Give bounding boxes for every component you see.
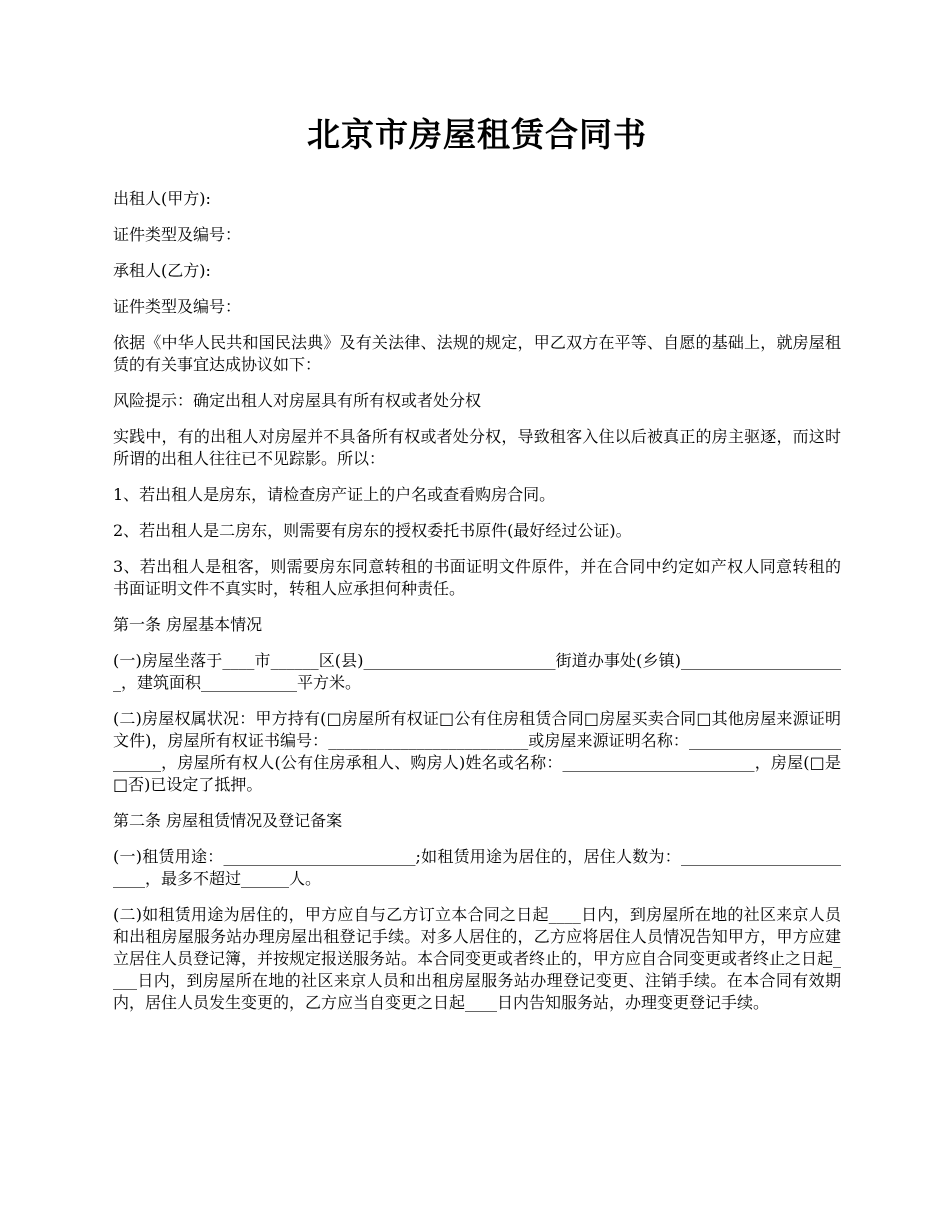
risk-item-2: 2、若出租人是二房东，则需要有房东的授权委托书原件(最好经过公证)。 [113,521,632,540]
article-2-registration-paragraph: (二)如租赁用途为居住的，甲方应自与乙方订立本合同之日起____日内，到房屋所在地的社区来京人员和出租房屋服务站办理房屋出租登记手续。对多人居住的，乙方应将居住人员情况告知甲方，甲方应建立居住人员登记簿，并按规定报送服务站。本合同变更或者终止的，甲方应自合同变更或者终止之日起____日内，到房屋所在地的社区来京人员和出租房屋服务站办理登记变更、注销手续。在本合同有效期内，居住人员发生变更的，乙方应当自变更之日起____日内告知服务站，办理变更登记手续。 [113,905,842,1012]
article-1-heading: 第一条 房屋基本情况 [113,615,263,634]
lessee-id-line: 证件类型及编号： [113,297,242,316]
lessor-id-line: 证件类型及编号： [113,225,242,244]
legal-basis-paragraph: 依据《中华人民共和国民法典》及有关法律、法规的规定，甲乙双方在平等、自愿的基础上，就房屋租赁的有关事宜达成协议如下： [113,333,841,374]
risk-warning-heading: 风险提示：确定出租人对房屋具有所有权或者处分权 [113,391,482,410]
document-title: 北京市房屋租赁合同书 [307,115,647,154]
lessee-line: 承租人(乙方): [113,261,211,280]
article-1-location-paragraph: (一)房屋坐落于____市______区(县)________________________街道办事处(乡镇)_____________________，建筑面积____________平方米。 [113,651,841,692]
lessor-line: 出租人(甲方): [113,189,211,208]
document-page [113,112,841,1028]
risk-item-3: 3、若出租人是租客，则需要房东同意转租的书面证明文件原件，并在合同中约定如产权人同意转租的书面证明文件不真实时，转租人应承担何种责任。 [113,557,841,598]
risk-explanation-paragraph: 实践中，有的出租人对房屋并不具备所有权或者处分权，导致租客入住以后被真正的房主驱逐，而这时所谓的出租人往往已不见踪影。所以： [113,427,841,468]
article-2-usage-paragraph: (一)租赁用途：________________________;如租赁用途为居住的，居住人数为：________________________，最多不超过______人。 [113,847,841,888]
article-2-heading: 第二条 房屋租赁情况及登记备案 [113,811,343,830]
risk-item-1: 1、若出租人是房东，请检查房产证上的户名或查看购房合同。 [113,485,556,504]
article-1-ownership-paragraph: (二)房屋权属状况：甲方持有(□房屋所有权证□公有住房租赁合同□房屋买卖合同□其他房屋来源证明文件)，房屋所有权证书编号：_________________________或房屋来源证明名称：_________________________，房屋所有权人(公有住房承租人、购房人)姓名或名称：________________________，房屋(□是□否)已设定了抵押。 [113,709,841,794]
